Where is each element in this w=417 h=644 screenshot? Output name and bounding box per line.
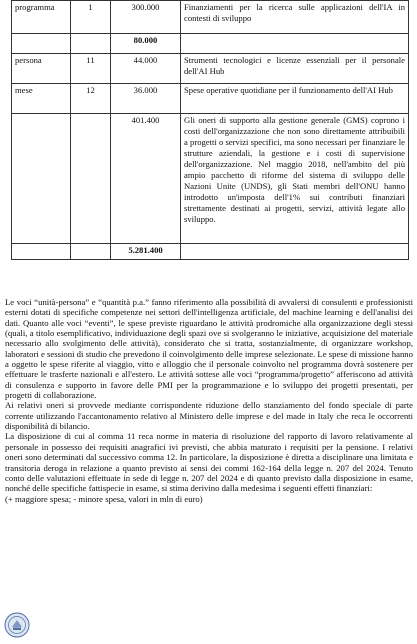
description-cell: Finanziamenti per la ricerca sulle applicazioni dell'IA in contesti di sviluppo [181,1,409,34]
table-row [12,114,409,244]
unit-cell: mese [12,84,71,114]
amount-cell: 401.400 [111,114,181,244]
qty-cell: 1 [71,1,111,34]
cost-table [11,0,409,260]
paragraph-comma-11: La disposizione di cui al comma 11 reca norme in materia di risoluzione del rapporto di lavoro relativamente al personale in possesso dei requisiti anagrafici ivi previsti, che abbia maturato i requisiti per la pensione. I relativi oneri sono determinati dal successivo comma 12. In particolare, la disposizione è diretta a disciplinare una limitata e transitoria deroga in relazione a quanto previsto ai sensi dei commi 162-164 della legge n. 207 del 2024. Tenuto conto delle valutazioni effettuate in sede di legge n. 207 del 2024 e di quanto previsto dalla disposizione in esame, nonché delle specifiche fattispecie in esame, si stima derivino dalla medesima i seguenti effetti finanziari: [5,431,413,494]
unit-cell [12,114,71,244]
description-cell: Strumenti tecnologici e licenze essenziali per il personale dell'AI Hub [181,54,409,84]
table-row [12,244,409,260]
amount-cell: 44.000 [111,54,181,84]
total-cell: 5.281.400 [111,244,181,260]
table-row [12,34,409,54]
description-cell [181,34,409,54]
unit-cell [12,244,71,260]
table-row [12,84,409,114]
gms-description-cell: Gli oneri di supporto alla gestione generale (GMS) coprono i costi dell'organizzazione che non sono direttamente attribuibili a progetti o servizi specifici, ma sono necessari per finanziare le strutture aziendali, la gestione e i costi di supervisione dell'organizzazione. Nel maggio 2018, nell'ambito del più ampio pacchetto di riforme del sistema di sviluppo delle Nazioni Unite (UNDS), gli Stati membri dell'ONU hanno introdotto un'imposta dell'1% sui contributi finanziari strettamente destinati ai progetti, servizi, attività legate allo sviluppo. [181,114,409,244]
amount-cell: 36.000 [111,84,181,114]
table-row [12,1,409,34]
paragraph-funding: Ai relativi oneri si provvede mediante corrispondente riduzione dello stanziamento del fondo speciale di parte corrente utilizzando l'accantonamento relativo al Ministero delle imprese e del made in Italy che reca le occorrenti disponibilità di bilancio. [5,400,413,432]
subtotal-cell: 80.000 [111,34,181,54]
qty-cell: 12 [71,84,111,114]
body-text [5,297,413,504]
paragraph-definitions: Le voci “unità-persona” e “quantità p.a.” fanno riferimento alla possibilità di avvalersi di consulenti e professionisti esterni dotati di specifiche competenze nei settori dell'intelligenza artificiale, del machine learning e dell'analisi dei dati. Quanto alle voci “eventi”, le spese previste riguardano le attività prodromiche alla organizzazione degli stessi (quali, a titolo esemplificativo, individuazione degli spazi ove si svolgeranno le iniziative, acquisizione del materiale necessario allo svolgimento delle attività), considerato che si tratta, sostanzialmente, di organizzare workshop, laboratori e sessioni di studio che prevedono il coinvolgimento delle imprese selezionate. Le spese di missione hanno a oggetto le spese riferite al viaggio, vitto e alloggio che il personale coinvolto nel programma dovrà sostenere per effettuare le trasferte nazionali e all'estero. Le attività sottese alle voci “programma/progetto” afferiscono ad attività di consulenza e supporto in favore delle PMI per la programmazione e lo sviluppo dei progetti presentati, per progetti di collaborazione. [5,297,413,401]
unit-cell [12,34,71,54]
table-row [12,54,409,84]
amount-cell: 300.000 [111,1,181,34]
unit-cell: programma [12,1,71,34]
qty-cell: 11 [71,54,111,84]
unit-cell: persona [12,54,71,84]
description-cell: Spese operative quotidiane per il funzionamento dell'AI Hub [181,84,409,114]
qty-cell [71,34,111,54]
qty-cell [71,244,111,260]
qty-cell [71,114,111,244]
description-cell [181,244,409,260]
seal-icon [4,612,30,638]
paragraph-legend: (+ maggiore spesa; - minore spesa, valori in mln di euro) [5,493,203,504]
